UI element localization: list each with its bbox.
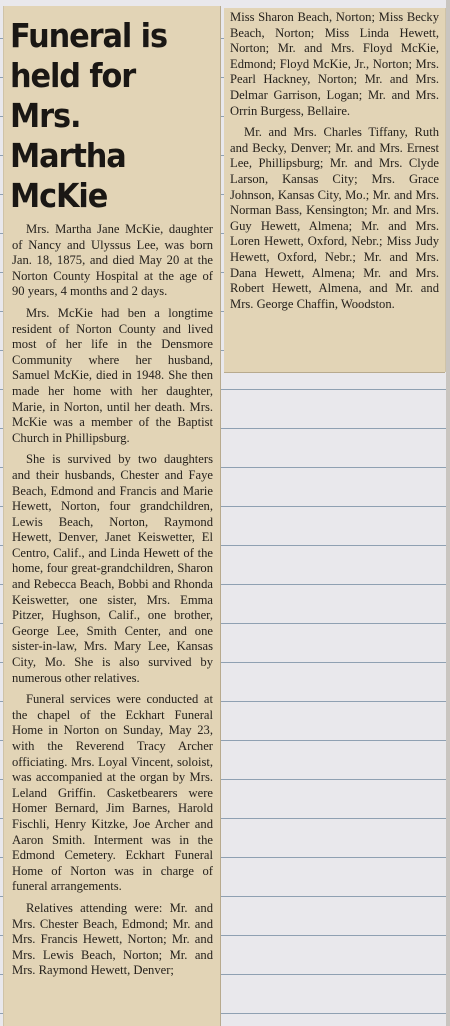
paragraph-relatives: Relatives attending were: Mr. and Mrs. Chester Beach, Edmond; Mr. and Mrs. Francis Hewett, Norton; Mr. and Mrs. Lewis Beach, Norton; Mr. and Mrs. Raymond Hewett, Denver; — [12, 900, 213, 978]
article-body — [4, 222, 220, 979]
clipping-column-right — [224, 8, 445, 372]
paragraph-services: Funeral services were conducted at the chapel of the Eckhart Funeral Home in Norton on Sunday, May 23, with the Reverend Tracy Archer officiating. Mrs. Loyal Vincent, soloist, was accompanied at the organ by Mrs. Leland Griffin. Casketbearers were Homer Bernard, Jim Barnes, Harold Fischli, Henry Kitzke, Joe Archer and Aaron Smith. Interment was in the Edmond Cemetery. Eckhart Funeral Home of Norton was in charge of funeral arrangements. — [12, 692, 213, 894]
clipping-column-left — [4, 6, 220, 1026]
paragraph-birth: Mrs. Martha Jane McKie, daughter of Nancy and Ulyssus Lee, was born Jan. 18, 1875, and died May 20 at the Norton County Hospital at the age of 90 years, 4 months and 2 days. — [12, 222, 213, 299]
article-continuation — [224, 8, 445, 312]
paragraph-relatives-more: Mr. and Mrs. Charles Tiffany, Ruth and Becky, Denver; Mr. and Mrs. Ernest Lee, Phillipsburg; Mr. and Mrs. Clyde Larson, Kansas City; Mrs. Grace Johnson, Kansas City, Mo.; Mr. and Mrs. Norman Bass, Kensington; Mr. and Mrs. Guy Hewett, Almena; Mr. and Mrs. Loren Hewett, Oxford, Nebr.; Miss Judy Hewett, Oxford, Nebr.; Mr. and Mrs. Dana Hewett, Almena; Mr. and Mrs. Robert Hewett, Almena, and Mr. and Mrs. George Chaffin, Woodston. — [230, 125, 439, 311]
paragraph-relatives-cont: Miss Sharon Beach, Norton; Miss Becky Beach, Norton; Miss Linda Hewett, Norton; Mr. and Mrs. Floyd McKie, Edmond; Floyd McKie, Jr., Norton; Mrs. Pearl Hackney, Norton; Mr. and Mrs. Delmar Garrison, Logan; Mr. and Mrs. Orrin Burgess, Bellaire. — [230, 10, 439, 118]
paragraph-residence: Mrs. McKie had ben a longtime resident of Norton County and lived most of her life in the Densmore Community where her husband, Samuel McKie, died in 1948. She then made her home with her daughter, Marie, in Norton, until her death. Mrs. McKie was a member of the Baptist Church in Phillipsburg. — [12, 305, 213, 445]
headline: Funeral is held for Mrs. Martha McKie — [10, 16, 167, 215]
page-edge — [446, 0, 450, 1026]
paragraph-survivors: She is survived by two daughters and their husbands, Chester and Faye Beach, Edmond and Francis and Marie Hewett, Norton, four grandchildren, Lewis Beach, Norton, Raymond Hewett, Denver, Janet Keiswetter, El Centro, Calif., and Linda Hewett of the home, four great-grandchildren, Sharon and Rebecca Beach, Bobbi and Rhonda Keiswetter, one sister, Mrs. Emma Pitzer, Hughson, Calif., one brother, George Lee, Smith Center, and one sister-in-law, Mrs. Mary Lee, Kansas City, Mo. She is also survived by numerous other relatives. — [12, 452, 213, 685]
